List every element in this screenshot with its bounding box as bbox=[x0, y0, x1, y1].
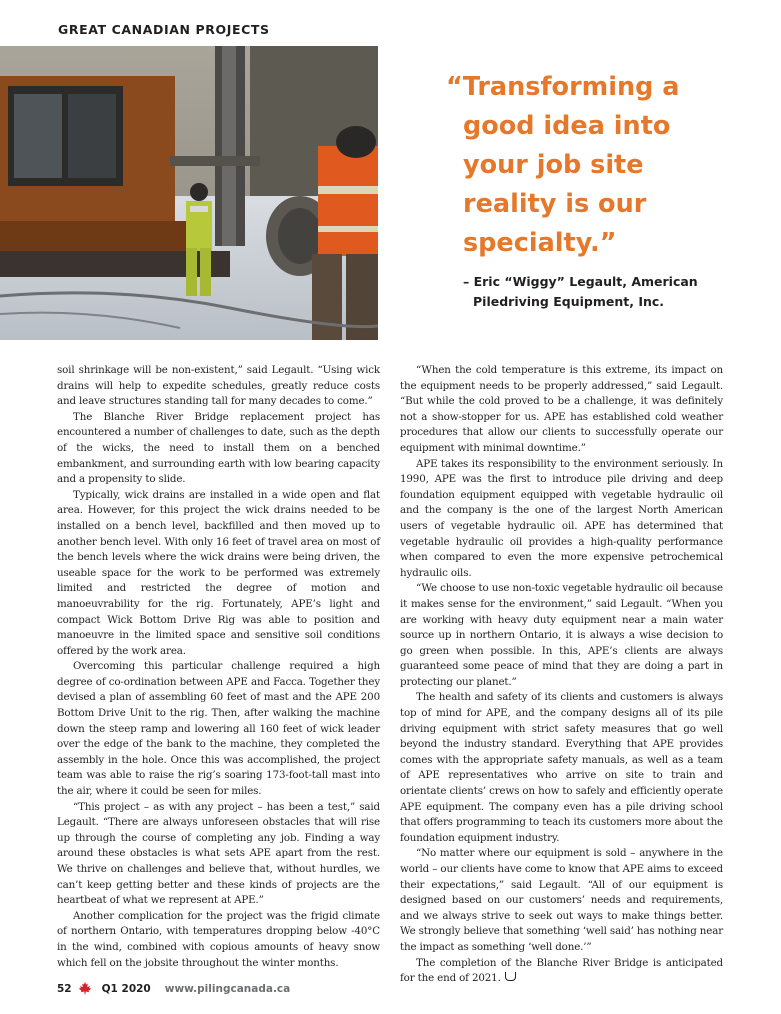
pull-quote-attribution bbox=[463, 272, 763, 311]
page-number: 52 bbox=[57, 983, 72, 995]
paragraph: The health and safety of its clients and customers is always top of mind for APE, and the company designs all of its pile driving equipment with strict safety measures that go well beyond the industry standard. Everything that APE provides comes with the appropriate safety manuals, as well as a team of APE representatives who arrive on site to train and orientate clients’ crews on how to safely and efficiently operate APE equipment. The company even has a pile driving school that offers programming to teach its customers more about the foundation equipment industry. bbox=[400, 691, 723, 844]
article-column-right bbox=[400, 363, 723, 987]
pull-quote bbox=[446, 68, 746, 263]
paragraph: The Blanche River Bridge replacement project has encountered a number of challenges to date, such as the depth of the wicks, the need to install them on a benched embankment, and surrounding earth with low bearing capacity and a propensity to slide. bbox=[57, 410, 380, 486]
page-footer bbox=[57, 981, 290, 997]
paragraph: Another complication for the project was the frigid climate of northern Ontario, with temperatures dropping below -40°C in the wind, combined with copious amounts of heavy snow which fell on the jobsite throughout the winter months. bbox=[57, 909, 380, 969]
paragraph: “We choose to use non-toxic vegetable hydraulic oil because it makes sense for the environment,” said Legault. “When you are working with heavy duty equipment near a main water source up in northern Ontario, it is always a wise decision to go green when possible. In this, APE’s clients are always guaranteed some peace of mind that they are doing a part in protecting our planet.” bbox=[400, 582, 723, 688]
paragraph: APE takes its responsibility to the environment seriously. In 1990, APE was the first to introduce pile driving and deep foundation equipment equipped with vegetable hydraulic oil and the company is the one of the largest North American users of vegetable hydraulic oil. APE has determined that vegetable hydraulic oil provides a high-quality performance when compared to even the more expensive petrochemical hydraulic oils. bbox=[400, 457, 723, 579]
paragraph: soil shrinkage will be non-existent,” said Legault. “Using wick drains will help to expedite schedules, greatly reduce costs and leave structures standing tall for many decades to come.” bbox=[57, 364, 380, 408]
jobsite-photo-illustration bbox=[0, 46, 378, 340]
pull-quote-line: specialty.” bbox=[463, 228, 617, 258]
attribution-line: – Eric “Wiggy” Legault, American bbox=[463, 274, 698, 289]
maple-leaf-icon bbox=[78, 981, 92, 998]
issue-label: Q1 2020 bbox=[101, 983, 151, 995]
attribution-line: Piledriving Equipment, Inc. bbox=[473, 293, 665, 309]
paragraph-text: The completion of the Blanche River Bridge is anticipated for the end of 2021. bbox=[400, 956, 723, 985]
pull-quote-line: your job site bbox=[463, 150, 644, 180]
pull-quote-line: reality is our bbox=[463, 189, 647, 219]
paragraph: “When the cold temperature is this extreme, its impact on the equipment needs to be properly addressed,” said Legault. “But while the cold proved to be a challenge, it was definitely not a show-stopper for us. APE has established cold weather procedures that allow our clients to successfully operate our equipment with minimal downtime.” bbox=[400, 364, 723, 454]
pull-quote-line: good idea into bbox=[463, 111, 671, 141]
paragraph-final bbox=[400, 956, 723, 987]
paragraph: “This project – as with any project – has been a test,” said Legault. “There are always unforeseen obstacles that will rise up through the course of completing any job. Finding a way around these obstacles is what sets APE apart from the rest. We thrive on challenges and believe that, without hurdles, we can’t keep getting better and these kinds of projects are the heartbeat of what we represent at APE.” bbox=[57, 800, 380, 907]
jobsite-photo bbox=[0, 46, 378, 340]
pull-quote-line: “Transforming a bbox=[446, 72, 680, 102]
website-link[interactable]: www.pilingcanada.ca bbox=[164, 983, 291, 995]
section-label: GREAT CANADIAN PROJECTS bbox=[58, 22, 270, 37]
article-column-left bbox=[57, 363, 380, 971]
paragraph: Typically, wick drains are installed in a wide open and flat area. However, for this project the wick drains needed to be installed on a bench level, backfilled and then moved up to another bench level. With only 16 feet of travel area on most of the bench levels where the wick drains were being driven, the useable space for the work to be performed was extremely limited and restricted the degree of motion and manoeuvrability for the rig. Fortunately, APE’s light and compact Wick Bottom Drive Rig was able to position and manoeuvre in the limited space and sensitive soil conditions offered by the work area. bbox=[57, 488, 380, 657]
paragraph: Overcoming this particular challenge required a high degree of co-ordination between APE and Facca. Together they devised a plan of assembling 60 feet of mast and the APE 200 Bottom Drive Unit to the rig. Then, after walking the machine down the steep ramp and lowering all 160 feet of wick leader over the edge of the bank to the machine, they completed the assembly in the hole. Once this was accomplished, the project team was able to raise the rig’s soaring 173-foot-tall mast into the air, where it could be seen for miles. bbox=[57, 660, 380, 798]
paragraph: “No matter where our equipment is sold – anywhere in the world – our clients have come to know that APE aims to exceed their expectations,” said Legault. “All of our equipment is designed based on our customers’ needs and requirements, and we always strive to seek out ways to make things better. We strongly believe that something ‘well said’ has nothing near the impact as something ‘well done.’” bbox=[400, 847, 723, 953]
magazine-end-mark-icon bbox=[505, 972, 516, 981]
